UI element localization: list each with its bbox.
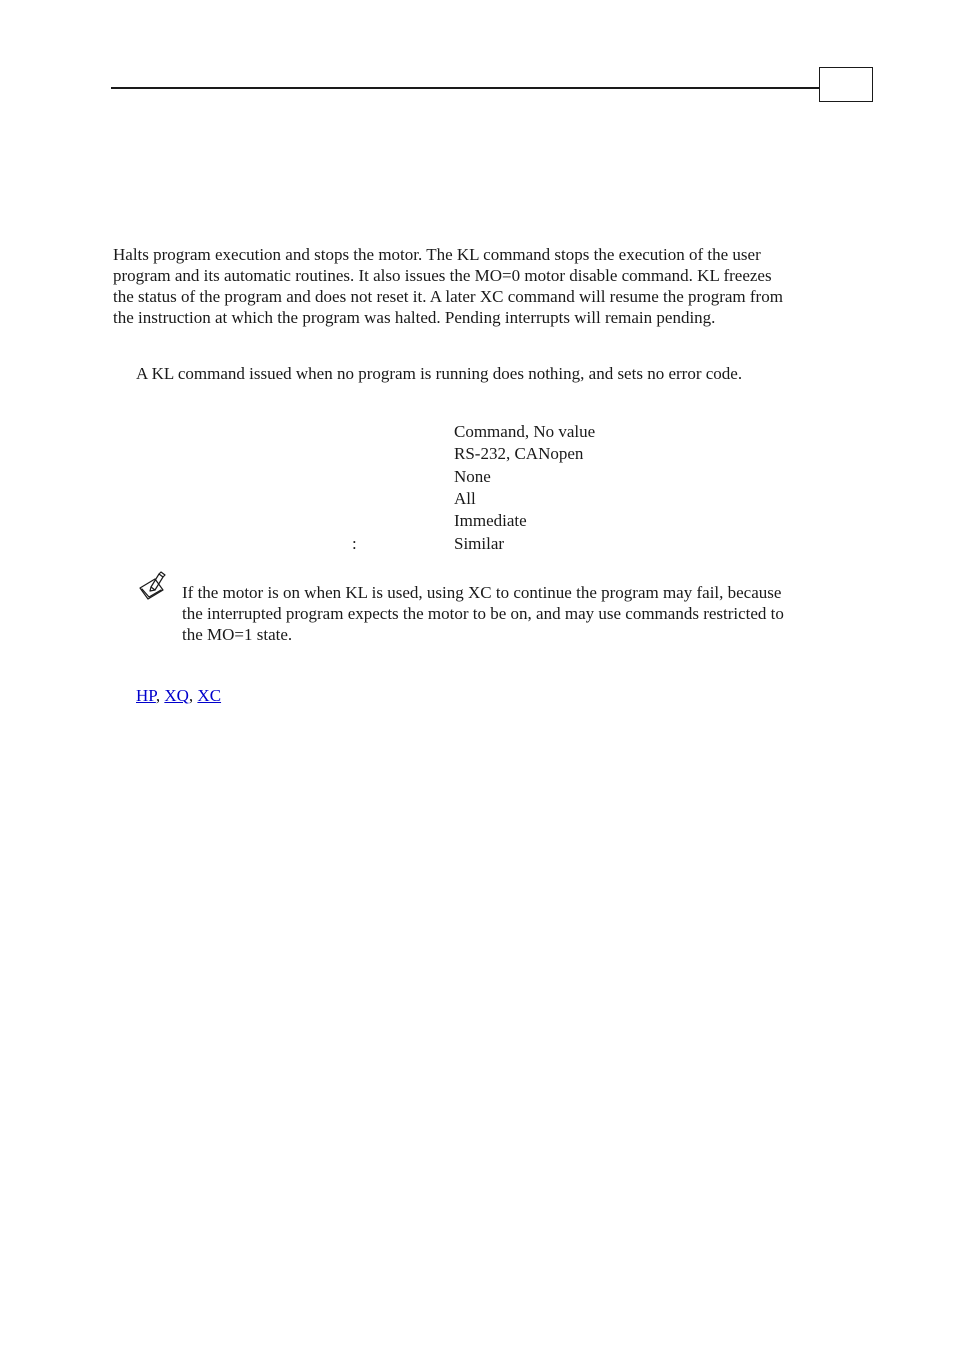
spec-value-source: RS-232, CANopen — [454, 444, 584, 463]
link-hp[interactable]: HP — [136, 686, 156, 705]
pencil-note-icon — [137, 571, 167, 601]
spec-value-activation: Immediate — [454, 511, 527, 530]
spec-value-compatibility: Similar — [454, 534, 505, 553]
link-xc[interactable]: XC — [197, 686, 222, 705]
link-separator: , — [155, 686, 165, 705]
description-paragraph: Halts program execution and stops the motor. The KL command stops the execution of the user program and its automatic routines. It also issues the MO=0 motor disable command. KL freezes the status of the program and does not reset it. A later XC command will resume the program from the instruction at which the program was halted. Pending interrupts will remain pending. — [113, 245, 783, 327]
spec-colon: : — [352, 534, 357, 553]
spec-value-restrictions: None — [454, 467, 491, 486]
link-xq[interactable]: XQ — [164, 686, 189, 705]
see-also-links — [136, 685, 221, 706]
page-number-box — [819, 67, 873, 102]
header-rule — [111, 87, 820, 89]
spec-value-type: Command, No value — [454, 422, 596, 441]
link-separator: , — [188, 686, 198, 705]
spec-value-modes: All — [454, 489, 476, 508]
motor-on-warning-note: If the motor is on when KL is used, using XC to continue the program may fail, because the interrupted program expects the motor to be on, and may use commands restricted to the MO=1 state. — [182, 583, 784, 644]
no-program-note: A KL command issued when no program is running does nothing, and sets no error code. — [136, 364, 743, 383]
